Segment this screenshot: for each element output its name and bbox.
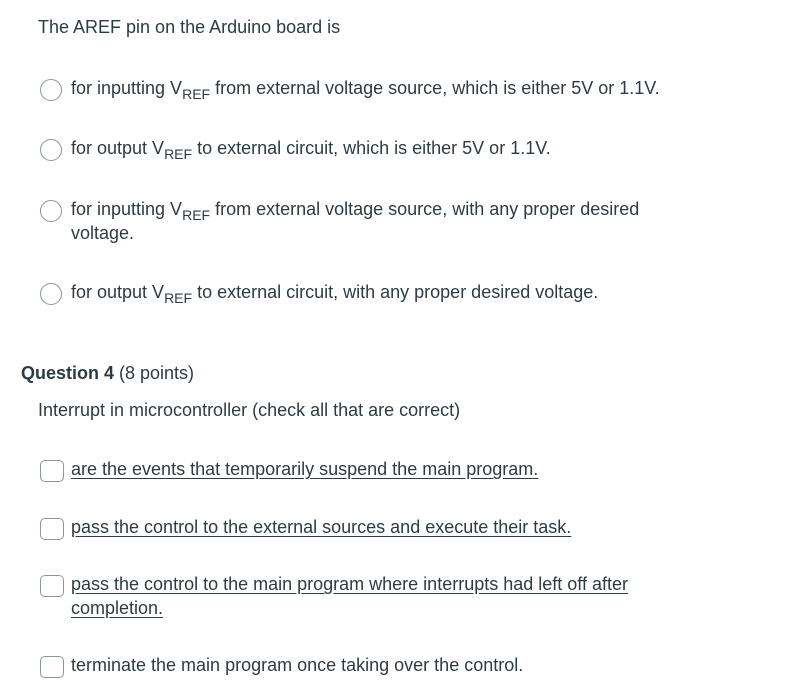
option-label: for output $V_{REF}$ to external circuit, with any proper desired voltage. — [71, 282, 599, 306]
radio-button[interactable] — [40, 139, 62, 161]
option-label: pass the control to the external sources and execute their task. — [71, 517, 572, 537]
radio-button[interactable] — [40, 79, 62, 101]
option-label: for output $V_{REF}$ to external circuit, which is either 5V or 1.1V. — [71, 138, 551, 162]
checkbox[interactable] — [40, 460, 64, 482]
checkbox[interactable] — [40, 656, 64, 678]
question-4-prompt: Interrupt in microcontroller (check all that are correct) — [38, 400, 461, 420]
q3-option-4[interactable] — [40, 280, 740, 304]
option-label: pass the control to the main program where interrupts had left off after completion. — [71, 574, 628, 618]
question-4-header — [21, 361, 194, 385]
question-points: (8 points) — [114, 363, 195, 383]
q4-option-4[interactable] — [40, 653, 740, 677]
q3-option-2[interactable] — [40, 136, 740, 160]
checkbox[interactable] — [40, 518, 64, 540]
question-title: Question 4 — [21, 363, 115, 383]
q3-option-1[interactable] — [40, 76, 740, 100]
q3-option-3[interactable] — [40, 197, 700, 245]
q4-option-3[interactable] — [40, 572, 700, 620]
option-label: for inputting $V_{REF}$ from external voltage source, which is either 5V or 1.1V. — [71, 78, 660, 102]
option-label: terminate the main program once taking over the control. — [71, 655, 524, 675]
checkbox[interactable] — [40, 575, 64, 597]
question-3-prompt: The AREF pin on the Arduino board is — [38, 17, 341, 37]
option-label: are the events that temporarily suspend the main program. — [71, 459, 539, 479]
q4-option-2[interactable] — [40, 515, 740, 539]
radio-button[interactable] — [40, 283, 62, 305]
option-label: for inputting $V_{REF}$ from external voltage source, with any proper desired voltage. — [71, 199, 640, 243]
radio-button[interactable] — [40, 200, 62, 222]
q4-option-1[interactable] — [40, 457, 740, 481]
